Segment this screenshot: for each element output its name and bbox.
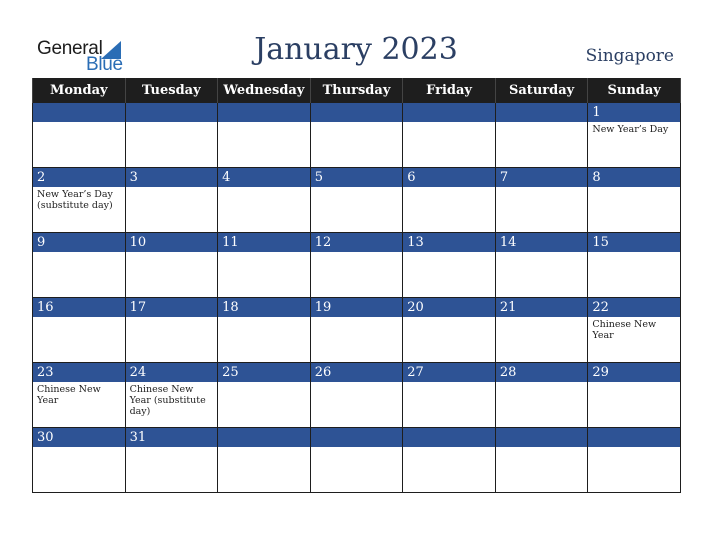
day-number: [33, 103, 125, 122]
holiday-label: [403, 317, 495, 319]
day-cell[interactable]: [588, 298, 681, 363]
day-number: 6: [403, 168, 495, 187]
day-number: 9: [33, 233, 125, 252]
day-cell[interactable]: [403, 428, 496, 493]
holiday-label: [33, 447, 125, 449]
day-cell[interactable]: [588, 168, 681, 233]
day-cell[interactable]: [310, 168, 403, 233]
holiday-label: [218, 382, 310, 384]
day-cell[interactable]: [218, 103, 311, 168]
calendar-header: [0, 0, 712, 78]
day-number: [218, 428, 310, 447]
day-number: 27: [403, 363, 495, 382]
holiday-label: [588, 187, 680, 189]
day-number: 22: [588, 298, 680, 317]
week-row: [33, 168, 681, 233]
day-cell[interactable]: [310, 103, 403, 168]
holiday-label: Chinese New Year (substitute day): [129, 384, 206, 417]
holiday-label: [403, 187, 495, 189]
weekday-monday: Monday: [33, 78, 126, 103]
weekday-thursday: Thursday: [310, 78, 403, 103]
day-number: 17: [126, 298, 218, 317]
day-number: 12: [311, 233, 403, 252]
holiday-label: [33, 252, 125, 254]
day-cell[interactable]: [125, 103, 218, 168]
holiday-label: Chinese New Year: [592, 319, 657, 341]
day-number: 25: [218, 363, 310, 382]
day-number: 19: [311, 298, 403, 317]
holiday-label: [588, 252, 680, 254]
weekday-wednesday: Wednesday: [218, 78, 311, 103]
holiday-label: [496, 382, 588, 384]
holiday-label: New Year’s Day (substitute day): [37, 189, 113, 211]
holiday-label: [218, 317, 310, 319]
holiday-label: [496, 317, 588, 319]
day-number: [311, 428, 403, 447]
day-number: [218, 103, 310, 122]
weekday-saturday: Saturday: [495, 78, 588, 103]
holiday-label: [403, 252, 495, 254]
holiday-label: [126, 447, 218, 449]
day-cell[interactable]: [588, 363, 681, 428]
holiday-label: [496, 252, 588, 254]
week-row: [33, 103, 681, 168]
weekday-friday: Friday: [403, 78, 496, 103]
day-cell[interactable]: [218, 168, 311, 233]
day-number: 28: [496, 363, 588, 382]
day-cell[interactable]: [218, 428, 311, 493]
holiday-label: [311, 122, 403, 124]
day-cell[interactable]: [588, 428, 681, 493]
holiday-label: [218, 122, 310, 124]
day-number: 15: [588, 233, 680, 252]
holiday-label: [311, 317, 403, 319]
weekday-sunday: Sunday: [588, 78, 681, 103]
day-number: 2: [33, 168, 125, 187]
logo-general-text: General: [37, 38, 103, 59]
day-cell[interactable]: [495, 103, 588, 168]
holiday-label: [311, 382, 403, 384]
day-cell[interactable]: [403, 103, 496, 168]
week-row: [33, 233, 681, 298]
holiday-label: [588, 382, 680, 384]
holiday-label: [588, 447, 680, 449]
day-cell[interactable]: [310, 363, 403, 428]
holiday-label: [126, 317, 218, 319]
day-number: [403, 103, 495, 122]
day-cell[interactable]: [403, 363, 496, 428]
holiday-label: [311, 187, 403, 189]
day-number: 8: [588, 168, 680, 187]
holiday-label: [311, 447, 403, 449]
day-cell[interactable]: [495, 428, 588, 493]
holiday-label: [496, 187, 588, 189]
day-cell[interactable]: [125, 363, 218, 428]
week-row: [33, 298, 681, 363]
day-number: 20: [403, 298, 495, 317]
week-row: [33, 363, 681, 428]
week-row: [33, 428, 681, 493]
day-number: 23: [33, 363, 125, 382]
day-number: [126, 103, 218, 122]
holiday-label: [33, 122, 125, 124]
day-cell[interactable]: [125, 428, 218, 493]
day-cell[interactable]: [588, 233, 681, 298]
day-number: [311, 103, 403, 122]
day-cell[interactable]: [33, 103, 126, 168]
holiday-label: [496, 447, 588, 449]
day-cell[interactable]: [403, 168, 496, 233]
day-number: 16: [33, 298, 125, 317]
day-number: [496, 103, 588, 122]
holiday-label: [126, 252, 218, 254]
holiday-label: [311, 252, 403, 254]
day-cell[interactable]: [495, 168, 588, 233]
day-number: 30: [33, 428, 125, 447]
day-number: 18: [218, 298, 310, 317]
holiday-label: [33, 317, 125, 319]
day-cell[interactable]: [125, 298, 218, 363]
holiday-label: [496, 122, 588, 124]
day-number: 13: [403, 233, 495, 252]
day-number: 7: [496, 168, 588, 187]
logo-blue-text: Blue: [86, 54, 123, 75]
holiday-label: [218, 187, 310, 189]
day-number: 5: [311, 168, 403, 187]
day-number: 29: [588, 363, 680, 382]
weekday-header-row: [33, 78, 681, 103]
day-number: 26: [311, 363, 403, 382]
holiday-label: New Year’s Day: [592, 124, 669, 135]
day-cell[interactable]: [403, 233, 496, 298]
day-cell[interactable]: [310, 233, 403, 298]
day-number: 3: [126, 168, 218, 187]
page-title: January 2023: [254, 32, 458, 67]
day-cell[interactable]: [125, 233, 218, 298]
day-cell[interactable]: [495, 363, 588, 428]
holiday-label: [403, 122, 495, 124]
holiday-label: [218, 252, 310, 254]
holiday-label: [403, 447, 495, 449]
day-cell[interactable]: [495, 298, 588, 363]
day-number: 1: [588, 103, 680, 122]
day-number: 11: [218, 233, 310, 252]
day-cell[interactable]: [495, 233, 588, 298]
day-cell[interactable]: [33, 233, 126, 298]
day-cell[interactable]: [310, 428, 403, 493]
day-cell[interactable]: [218, 363, 311, 428]
day-cell[interactable]: [218, 233, 311, 298]
day-number: 10: [126, 233, 218, 252]
day-cell[interactable]: [33, 428, 126, 493]
day-cell[interactable]: [33, 363, 126, 428]
day-number: 24: [126, 363, 218, 382]
day-cell[interactable]: [588, 103, 681, 168]
holiday-label: [126, 122, 218, 124]
day-number: [403, 428, 495, 447]
day-cell[interactable]: [218, 298, 311, 363]
day-cell[interactable]: [33, 168, 126, 233]
country-label: Singapore: [585, 46, 674, 66]
holiday-label: [403, 382, 495, 384]
day-number: 14: [496, 233, 588, 252]
day-number: 31: [126, 428, 218, 447]
weekday-tuesday: Tuesday: [125, 78, 218, 103]
day-number: [496, 428, 588, 447]
day-cell[interactable]: [403, 298, 496, 363]
day-cell[interactable]: [125, 168, 218, 233]
holiday-label: [218, 447, 310, 449]
holiday-label: Chinese New Year: [37, 384, 101, 406]
calendar-body: [33, 103, 681, 493]
day-cell[interactable]: [33, 298, 126, 363]
day-number: 4: [218, 168, 310, 187]
day-number: 21: [496, 298, 588, 317]
holiday-label: [126, 187, 218, 189]
day-number: [588, 428, 680, 447]
calendar-grid: [32, 78, 681, 493]
day-cell[interactable]: [310, 298, 403, 363]
